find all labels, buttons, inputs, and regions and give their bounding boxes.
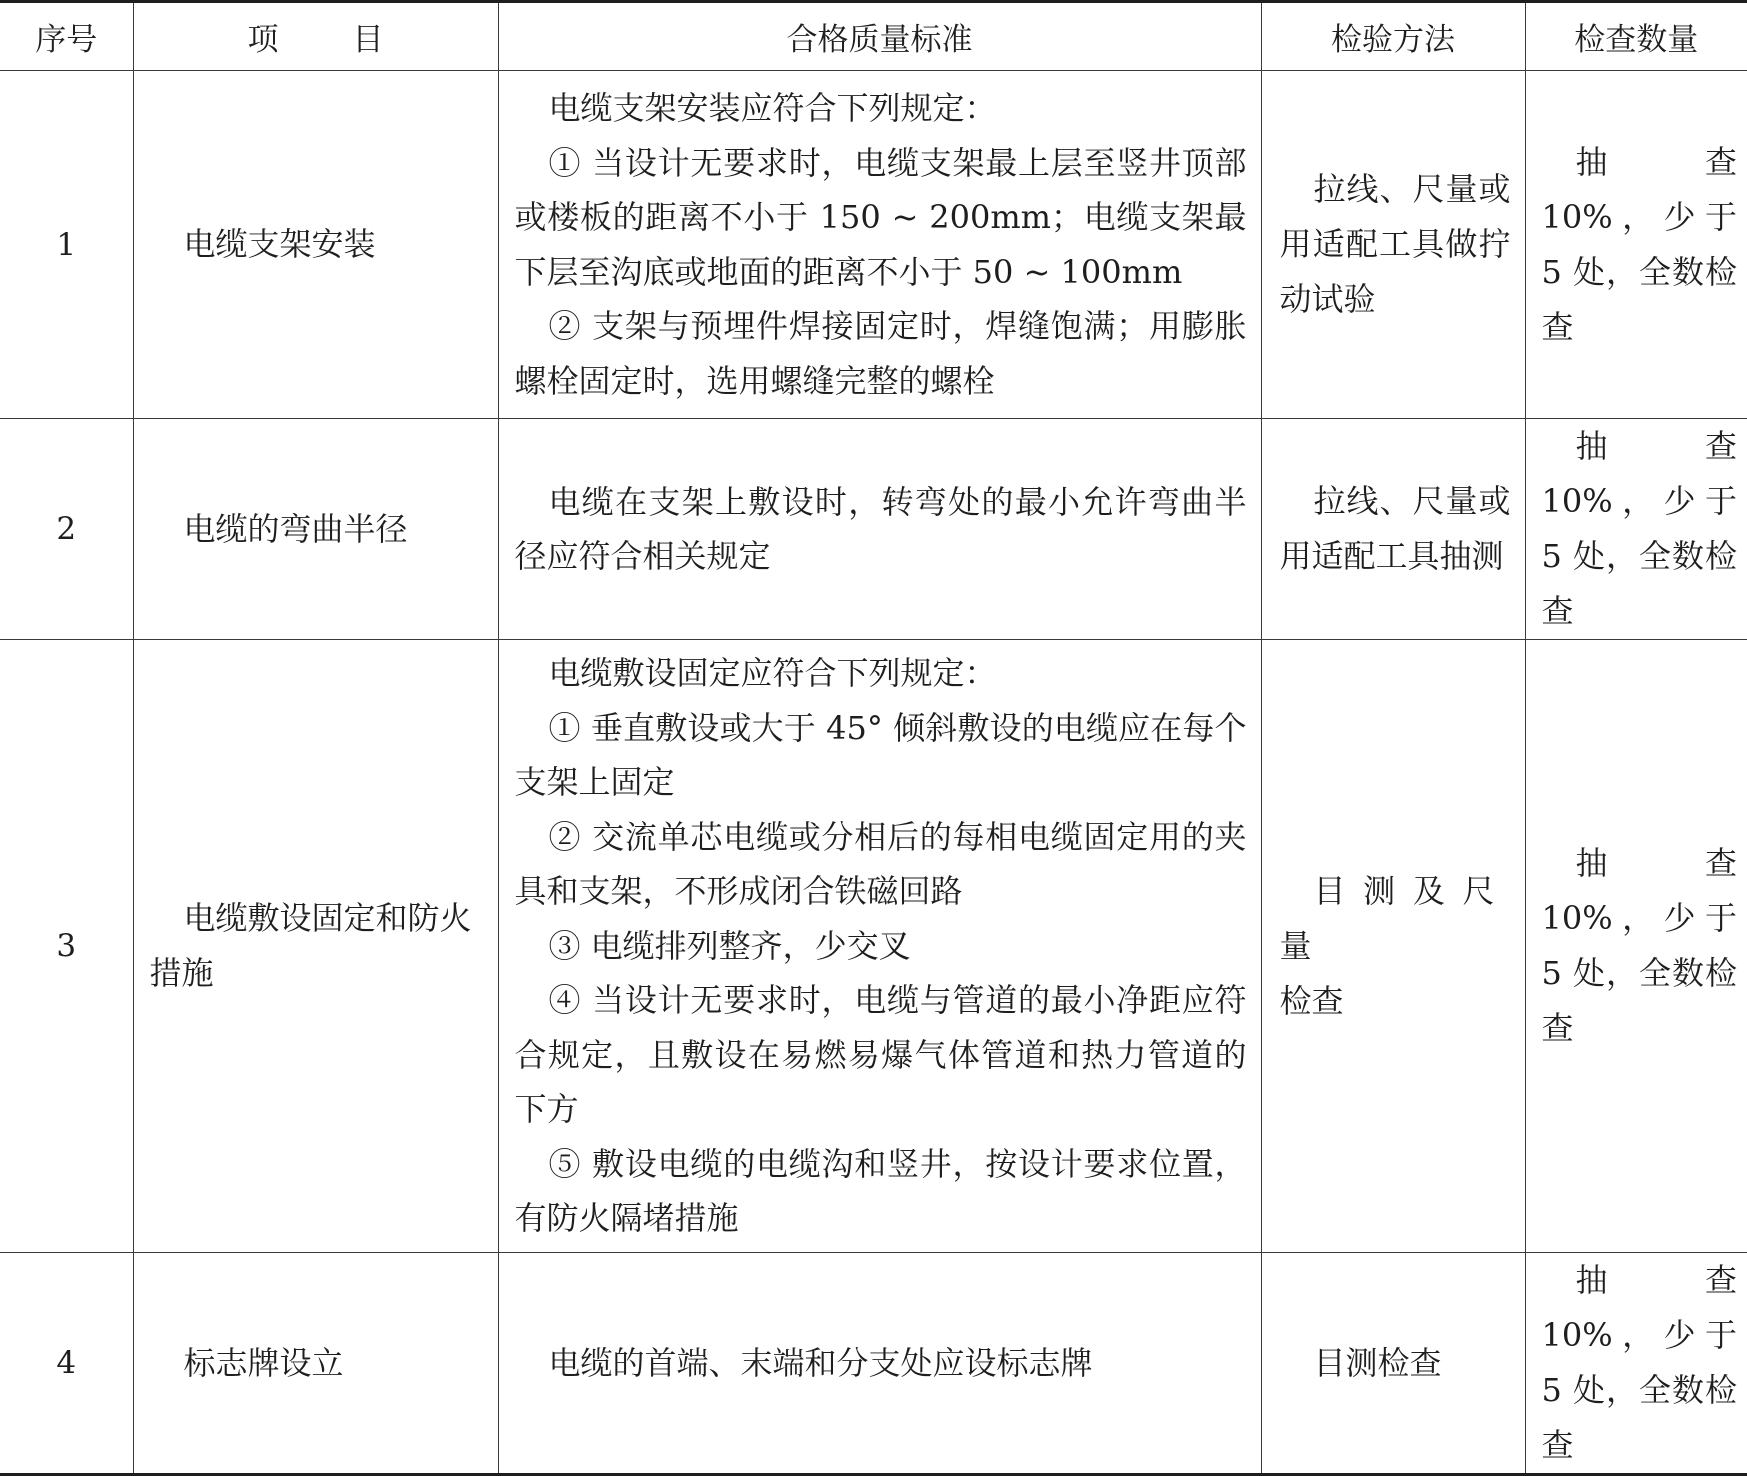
table-row [0, 419, 1747, 640]
quantity-text: 抽查 10%，少于 5 处，全数检查 [1541, 427, 1737, 630]
standard-line: ① 垂直敷设或大于 45° 倾斜敷设的电缆应在每个支架上固定 [514, 708, 1247, 802]
method-text: 拉线、尺量或用适配工具抽测 [1279, 482, 1511, 575]
standard-line: 电缆的首端、末端和分支处应设标志牌 [548, 1343, 1093, 1382]
header-standard: 合格质量标准 [498, 2, 1261, 71]
method-cell [1261, 640, 1525, 1253]
method-text-line-2: 检查 [1279, 981, 1344, 1020]
item-cell [133, 640, 498, 1253]
quantity-text: 抽查 10%，少于 5 处，全数检查 [1541, 142, 1737, 346]
standard-cell [498, 419, 1261, 640]
item-cell [133, 419, 498, 640]
header-no: 序号 [0, 2, 133, 71]
method-text-line-1: 目测及尺量 [1279, 871, 1511, 965]
quantity-cell [1525, 419, 1747, 640]
standard-line: 电缆敷设固定应符合下列规定： [548, 654, 997, 693]
header-item-char-2: 目 [352, 22, 384, 58]
quantity-cell [1525, 71, 1747, 419]
standard-line: ⑤ 敷设电缆的电缆沟和竖井，按设计要求位置，有防火隔堵措施 [514, 1144, 1247, 1238]
header-item-char-1: 项 [247, 22, 279, 58]
row-number: 4 [0, 1253, 133, 1475]
item-text: 标志牌设立 [183, 1343, 344, 1382]
quantity-text: 抽查 10%，少于 5 处，全数检查 [1541, 844, 1737, 1047]
method-cell [1261, 1253, 1525, 1475]
standard-line: 电缆支架安装应符合下列规定： [548, 89, 997, 127]
method-cell [1261, 419, 1525, 640]
standard-cell [498, 71, 1261, 419]
standard-line: ① 当设计无要求时，电缆支架最上层至竖井顶部或楼板的距离不小于 150 ~ 200mm；电缆支架最下层至沟底或地面的距离不小于 50 ~ 100mm [514, 143, 1247, 291]
item-text: 电缆的弯曲半径 [183, 509, 408, 548]
standard-line: ② 支架与预埋件焊接固定时，焊缝饱满；用膨胀螺栓固定时，选用螺缝完整的螺栓 [514, 307, 1247, 400]
standard-line: 电缆在支架上敷设时，转弯处的最小允许弯曲半径应符合相关规定 [514, 482, 1247, 575]
header-quantity: 检查数量 [1525, 2, 1747, 71]
table-row [0, 1253, 1747, 1475]
standard-line: ④ 当设计无要求时，电缆与管道的最小净距应符合规定，且敷设在易燃易爆气体管道和热力管道的下方 [514, 981, 1247, 1129]
quantity-cell [1525, 1253, 1747, 1475]
standard-line: ② 交流单芯电缆或分相后的每相电缆固定用的夹具和支架，不形成闭合铁磁回路 [514, 817, 1247, 911]
item-cell [133, 71, 498, 419]
standard-cell [498, 640, 1261, 1253]
row-number: 2 [0, 419, 133, 640]
header-method: 检验方法 [1261, 2, 1525, 71]
standard-line: ③ 电缆排列整齐，少交叉 [548, 926, 911, 965]
table-row [0, 640, 1747, 1253]
method-text: 目测检查 [1313, 1343, 1442, 1382]
item-cell [133, 1253, 498, 1475]
standard-cell [498, 1253, 1261, 1475]
item-text: 电缆支架安装 [183, 225, 376, 263]
table-row [0, 71, 1747, 419]
method-cell [1261, 71, 1525, 419]
quantity-cell [1525, 640, 1747, 1253]
header-item [133, 2, 498, 71]
table-header-row [0, 2, 1747, 71]
row-number: 3 [0, 640, 133, 1253]
row-number: 1 [0, 71, 133, 419]
method-text [1280, 864, 1511, 974]
method-text: 拉线、尺量或用适配工具做拧动试验 [1279, 170, 1511, 318]
item-text: 电缆敷设固定和防火措施 [149, 899, 472, 992]
quantity-text: 抽查 10%，少于 5 处，全数检查 [1541, 1261, 1737, 1464]
